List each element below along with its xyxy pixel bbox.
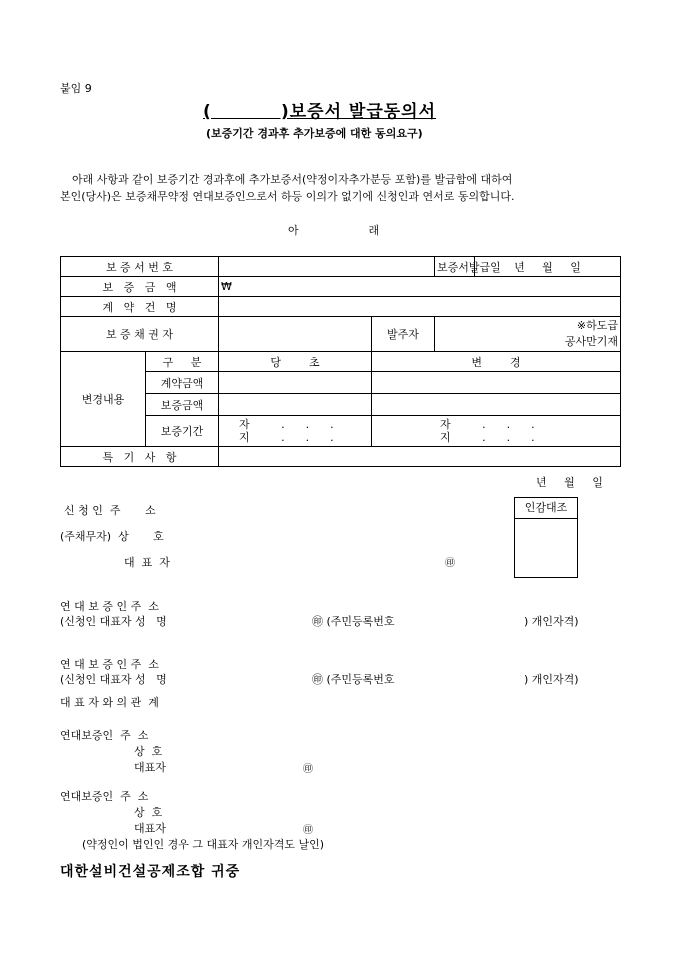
contract-label: 계 약 건 명 bbox=[61, 297, 219, 317]
period-dots: . . . bbox=[482, 418, 535, 431]
period-dots: . . . bbox=[281, 431, 334, 444]
footer-addressee: 대한설비건설공제조합 귀중 bbox=[60, 864, 241, 880]
document-title: ( )보증서 발급동의서 bbox=[203, 102, 437, 122]
original-label: 당 초 bbox=[219, 352, 372, 372]
below-label: 아 래 bbox=[288, 224, 380, 237]
bond-amount-changed[interactable] bbox=[372, 394, 621, 416]
appendix-label: 붙임 9 bbox=[60, 82, 92, 95]
contract-amount-original[interactable] bbox=[219, 372, 372, 394]
orderer-note-1: ※하도급 bbox=[576, 319, 618, 332]
amount-label: 보 증 금 액 bbox=[61, 277, 219, 297]
special-value[interactable] bbox=[219, 447, 621, 467]
guarantor1-seal-id: ㊞ (주민등록번호 bbox=[312, 615, 395, 628]
date-line: 년 월 일 bbox=[536, 476, 603, 489]
special-label: 특 기 사 항 bbox=[61, 447, 219, 467]
bond-amount-label: 보증금액 bbox=[146, 394, 219, 416]
issue-date-value[interactable]: 년 월 일 bbox=[475, 257, 621, 277]
bond-no-label: 보 증 서 번 호 bbox=[61, 257, 219, 277]
orderer-note-2: 공사만기재 bbox=[564, 335, 618, 348]
seal-compare-box bbox=[514, 497, 578, 578]
period-original[interactable] bbox=[219, 416, 372, 447]
guarantor4-rep: 대표자 bbox=[134, 822, 166, 835]
guarantor2-personal: ) 개인자격) bbox=[524, 673, 579, 686]
div-label: 구 분 bbox=[146, 352, 219, 372]
guarantor1-line1: 연 대 보 증 인 주 소 bbox=[60, 600, 159, 613]
guarantor4-note: (약정인이 법인인 경우 그 대표자 개인자격도 날인) bbox=[82, 838, 325, 851]
guarantor1-line2: (신청인 대표자 성 명 bbox=[60, 615, 167, 628]
guarantor2-line2: (신청인 대표자 성 명 bbox=[60, 673, 167, 686]
intro-line-1: 아래 사항과 같이 보증기간 경과후에 추가보증서(약정이자추가분등 포함)를 발급함에 대하여 bbox=[72, 173, 513, 186]
document-subtitle: (보증기간 경과후 추가보증에 대한 동의요구) bbox=[206, 127, 423, 140]
to-char: 지 bbox=[239, 431, 250, 444]
guarantor3-address: 연대보증인 주 소 bbox=[60, 729, 149, 742]
guarantor2-line1: 연 대 보 증 인 주 소 bbox=[60, 658, 159, 671]
guarantor2-seal-id: ㊞ (주민등록번호 bbox=[312, 673, 395, 686]
guarantor3-rep: 대표자 bbox=[134, 761, 166, 774]
guarantor1-personal: ) 개인자격) bbox=[524, 615, 579, 628]
applicant-address-label: 신 청 인 주 소 bbox=[64, 504, 156, 517]
period-dots: . . . bbox=[281, 418, 334, 431]
change-label: 변경내용 bbox=[61, 352, 146, 447]
applicant-rep-label: 대 표 자 bbox=[124, 556, 170, 569]
guarantor3-company: 상 호 bbox=[134, 745, 163, 758]
amount-value[interactable]: ₩ bbox=[219, 277, 621, 297]
orderer-value[interactable] bbox=[435, 317, 621, 352]
details-table bbox=[60, 256, 621, 467]
period-label: 보증기간 bbox=[146, 416, 219, 447]
contract-value[interactable] bbox=[219, 297, 621, 317]
period-dots: . . . bbox=[482, 431, 535, 444]
issue-date-label: 보증서발급일 bbox=[435, 257, 475, 277]
contract-amount-label: 계약금액 bbox=[146, 372, 219, 394]
seal-compare-label: 인감대조 bbox=[515, 498, 577, 519]
creditor-value[interactable] bbox=[219, 317, 372, 352]
bond-amount-original[interactable] bbox=[219, 394, 372, 416]
period-changed[interactable] bbox=[372, 416, 621, 447]
creditor-label: 보 증 채 권 자 bbox=[61, 317, 219, 352]
guarantor2-relation: 대 표 자 와 의 관 계 bbox=[60, 696, 159, 709]
applicant-seal-mark: ㊞ bbox=[445, 558, 455, 569]
contract-amount-changed[interactable] bbox=[372, 372, 621, 394]
orderer-label: 발주자 bbox=[372, 317, 435, 352]
guarantor4-address: 연대보증인 주 소 bbox=[60, 790, 149, 803]
guarantor4-seal-mark: ㊞ bbox=[303, 825, 313, 836]
intro-line-2: 본인(당사)은 보증채무약정 연대보증인으로서 하등 이의가 없기에 신청인과 연서로 동의합니다. bbox=[60, 190, 515, 203]
changed-label: 변 경 bbox=[372, 352, 621, 372]
guarantor4-company: 상 호 bbox=[134, 806, 163, 819]
to-char: 지 bbox=[440, 431, 451, 444]
from-char: 자 bbox=[239, 418, 250, 431]
guarantor3-seal-mark: ㊞ bbox=[303, 764, 313, 775]
applicant-company-label: (주채무자) 상 호 bbox=[60, 530, 164, 543]
bond-no-value[interactable] bbox=[219, 257, 435, 277]
from-char: 자 bbox=[440, 418, 451, 431]
